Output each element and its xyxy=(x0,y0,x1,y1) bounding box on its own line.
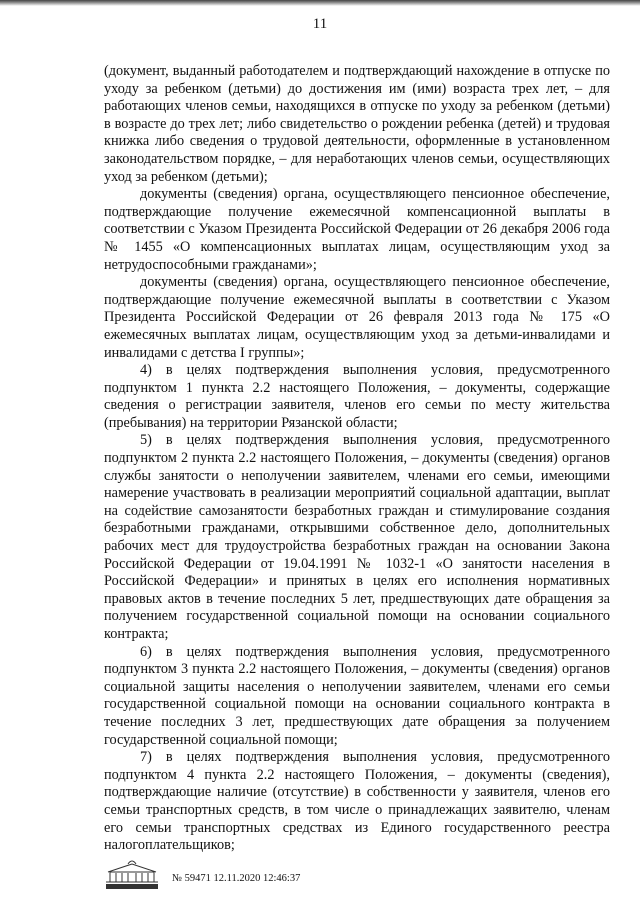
paragraph: 6) в целях подтверждения выполнения условия, предусмотренного подпунктом 3 пункта 2.2 настоящего Положения, – документы (сведения) органов социальной защиты населения о неполучении заявителем, членами его семьи государственной социальной помощи на основании социального контракта в течение последних 3 лет, предшествующих дате обращения за получением государственной социальной помощи; xyxy=(104,643,610,748)
paragraph: 4) в целях подтверждения выполнения условия, предусмотренного подпунктом 1 пункта 2.2 настоящего Положения, – документы, содержащие сведения о регистрации заявителя, членов его семьи по месту жительства (пребывания) на территории Рязанской области; xyxy=(104,362,610,431)
page-number: 11 xyxy=(312,16,328,32)
paragraph: документы (сведения) органа, осуществляющего пенсионное обеспечение, подтверждающие получение ежемесячной компенсационной выплаты в соответствии с Указом Президента Российской Федерации от 26 декабря 2006 года № 1455 «О компенсационных выплатах лицам, осуществляющим уход за нетрудоспособными гражданами»; xyxy=(104,186,610,273)
paragraph: 7) в целях подтверждения выполнения условия, предусмотренного подпунктом 4 пункта 2.2 настоящего Положения, – документы (сведения), подтверждающие наличие (отсутствие) в собственности у заявителя, членов его семьи транспортных средств, в том числе о принадлежащих заявителю, членам его семьи транспортных средствах из Единого государственного реестра налогоплательщиков; xyxy=(104,749,610,854)
document-body xyxy=(104,63,610,855)
document-footer xyxy=(102,858,462,892)
paragraph: (документ, выданный работодателем и подтверждающий нахождение в отпуске по уходу за ребенком (детьми) до достижения им (ими) возраста трех лет, – для работающих членов семьи, находящихся в отпуске по уходу за ребенком (детьми) в возрасте до трех лет; либо свидетельство о рождении ребенка (детей) и трудовая книжка либо сведения о трудовой деятельности, оформленные в установленном законодательством порядке, – для неработающих членов семьи, осуществляющих уход за ребенком (детьми); xyxy=(104,63,610,185)
registration-stamp: № 59471 12.11.2020 12:46:37 xyxy=(172,873,301,884)
paragraph: 5) в целях подтверждения выполнения условия, предусмотренного подпунктом 2 пункта 2.2 настоящего Положения, – документы (сведения) органов службы занятости о неполучении заявителем, членами его семьи, имеющими намерение участвовать в реализации мероприятий социальной адаптации, выплат на содействие самозанятости безработных граждан и стимулирование создания безработными гражданами, открывшими собственное дело, дополнительных рабочих мест для трудоустройства безработных граждан на основании Закона Российской Федерации от 19.04.1991 № 1032-1 «О занятости населения в Российской Федерации» и принятых в целях его исполнения нормативных правовых актов в течение последних 5 лет, предшествующих дате обращения за получением государственной социальной помощи на основании социального контракта; xyxy=(104,432,610,642)
paragraph: документы (сведения) органа, осуществляющего пенсионное обеспечение, подтверждающие получение ежемесячной выплаты в соответствии с Указом Президента Российской Федерации от 26 февраля 2013 года № 175 «О ежемесячных выплатах лицам, осуществляющим уход за детьми-инвалидами и инвалидами с детства I группы»; xyxy=(104,274,610,361)
government-building-logo xyxy=(102,858,162,890)
scan-edge xyxy=(0,0,640,6)
